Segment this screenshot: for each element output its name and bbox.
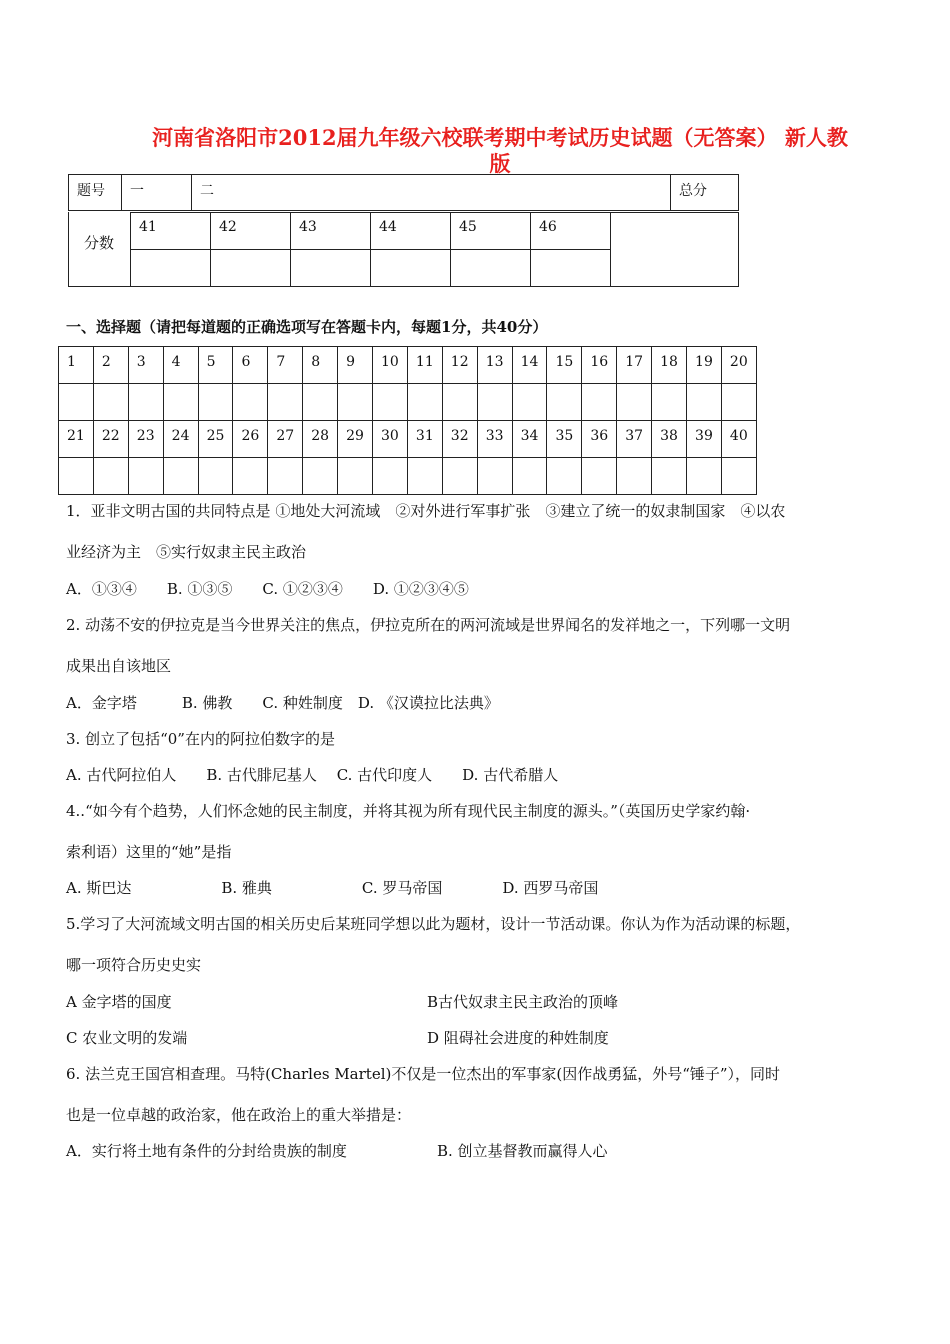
answer-number-cell: 16 xyxy=(582,347,617,384)
sub-number: 46 xyxy=(531,213,611,250)
answer-number-cell: 34 xyxy=(512,421,547,458)
answer-blank-cell[interactable] xyxy=(233,384,268,421)
answer-number-cell: 31 xyxy=(407,421,442,458)
answer-number-cell: 10 xyxy=(373,347,408,384)
answer-number-cell: 17 xyxy=(617,347,652,384)
score-cell[interactable] xyxy=(531,250,611,287)
answer-number-cell: 22 xyxy=(93,421,128,458)
answer-blank-cell[interactable] xyxy=(477,458,512,495)
answer-number-cell: 2 xyxy=(93,347,128,384)
question-5-option-d: D 阻碍社会进度的种姓制度 xyxy=(427,1029,609,1047)
page-title: 河南省洛阳市2012届九年级六校联考期中考试历史试题（无答案） 新人教 xyxy=(152,125,848,150)
answer-number-cell: 7 xyxy=(268,347,303,384)
section-heading: 一、选择题（请把每道题的正确选项写在答题卡内，每题1分，共40分） xyxy=(66,318,548,336)
answer-blank-cell[interactable] xyxy=(59,384,94,421)
score-cell[interactable] xyxy=(211,250,291,287)
answer-blank-cell[interactable] xyxy=(303,384,338,421)
sub-number: 43 xyxy=(291,213,371,250)
answer-blank-cell[interactable] xyxy=(163,384,198,421)
answer-blank-cell[interactable] xyxy=(268,384,303,421)
score-cell[interactable] xyxy=(451,250,531,287)
answer-number-cell: 15 xyxy=(547,347,582,384)
answer-blank-cell[interactable] xyxy=(687,458,722,495)
question-1-cont: 业经济为主 ⑤实行奴隶主民主政治 xyxy=(66,543,307,561)
answer-blank-cell[interactable] xyxy=(198,458,233,495)
answer-blank-cell[interactable] xyxy=(721,384,756,421)
answer-blank-cell[interactable] xyxy=(128,458,163,495)
answer-blank-cell[interactable] xyxy=(582,384,617,421)
answer-number-cell: 6 xyxy=(233,347,268,384)
answer-blank-cell[interactable] xyxy=(512,384,547,421)
answer-blank-cell[interactable] xyxy=(268,458,303,495)
answer-blank-cell[interactable] xyxy=(303,458,338,495)
answer-number-cell: 29 xyxy=(338,421,373,458)
answer-blank-cell[interactable] xyxy=(93,384,128,421)
answer-blank-cell[interactable] xyxy=(233,458,268,495)
question-6: 6. 法兰克王国宫相查理。马特(Charles Martel)不仅是一位杰出的军事家(因作战勇猛，外号“锤子”），同时 xyxy=(66,1065,781,1083)
score-cell[interactable] xyxy=(131,250,211,287)
question-4-options: A. 斯巴达 B. 雅典 C. 罗马帝国 D. 西罗马帝国 xyxy=(66,879,599,897)
answer-number-cell: 30 xyxy=(373,421,408,458)
answer-blank-cell[interactable] xyxy=(687,384,722,421)
score-cell[interactable] xyxy=(291,250,371,287)
question-3-options: A. 古代阿拉伯人 B. 古代腓尼基人 C. 古代印度人 D. 古代希腊人 xyxy=(66,766,559,784)
answer-blank-cell[interactable] xyxy=(547,384,582,421)
answer-number-cell: 33 xyxy=(477,421,512,458)
answer-number-cell: 11 xyxy=(407,347,442,384)
question-6-cont: 也是一位卓越的政治家，他在政治上的重大举措是： xyxy=(66,1106,412,1124)
question-6-option-b: B. 创立基督教而赢得人心 xyxy=(437,1142,608,1160)
question-1-options: A．①③④ B. ①③⑤ C. ①②③④ D. ①②③④⑤ xyxy=(66,580,469,598)
answer-blank-cell[interactable] xyxy=(59,458,94,495)
sub-number: 45 xyxy=(451,213,531,250)
header-question-number: 题号 xyxy=(69,175,122,211)
answer-number-row xyxy=(59,421,757,458)
answer-blank-cell[interactable] xyxy=(163,458,198,495)
answer-number-cell: 26 xyxy=(233,421,268,458)
answer-grid xyxy=(58,346,757,495)
answer-number-cell: 40 xyxy=(721,421,756,458)
answer-blank-cell[interactable] xyxy=(338,384,373,421)
answer-number-cell: 18 xyxy=(652,347,687,384)
answer-number-cell: 1 xyxy=(59,347,94,384)
answer-blank-cell[interactable] xyxy=(407,458,442,495)
answer-number-cell: 21 xyxy=(59,421,94,458)
answer-blank-cell[interactable] xyxy=(721,458,756,495)
answer-number-cell: 4 xyxy=(163,347,198,384)
answer-number-cell: 38 xyxy=(652,421,687,458)
score-label: 分数 xyxy=(84,234,115,252)
answer-blank-row xyxy=(59,458,757,495)
answer-blank-cell[interactable] xyxy=(128,384,163,421)
question-5-option-a: A 金字塔的国度 xyxy=(66,993,172,1011)
answer-number-cell: 3 xyxy=(128,347,163,384)
score-cell[interactable] xyxy=(371,250,451,287)
answer-number-cell: 36 xyxy=(582,421,617,458)
answer-blank-row xyxy=(59,384,757,421)
answer-number-cell: 5 xyxy=(198,347,233,384)
answer-number-cell: 8 xyxy=(303,347,338,384)
answer-number-cell: 24 xyxy=(163,421,198,458)
answer-blank-cell[interactable] xyxy=(198,384,233,421)
answer-blank-cell[interactable] xyxy=(582,458,617,495)
score-table xyxy=(68,174,739,211)
question-2: 2. 动荡不安的伊拉克是当今世界关注的焦点，伊拉克所在的两河流域是世界闻名的发祥地之一，下列哪一文明 xyxy=(66,616,791,634)
answer-blank-cell[interactable] xyxy=(547,458,582,495)
answer-blank-cell[interactable] xyxy=(373,384,408,421)
sub-number: 42 xyxy=(211,213,291,250)
answer-blank-cell[interactable] xyxy=(442,384,477,421)
score-sub-table xyxy=(130,212,739,287)
answer-blank-cell[interactable] xyxy=(407,384,442,421)
question-5-option-c: C 农业文明的发端 xyxy=(66,1029,188,1047)
answer-blank-cell[interactable] xyxy=(93,458,128,495)
answer-number-cell: 39 xyxy=(687,421,722,458)
question-5-option-b: B古代奴隶主民主政治的顶峰 xyxy=(427,993,619,1011)
question-2-options: A．金字塔 B. 佛教 C. 种姓制度 D. 《汉谟拉比法典》 xyxy=(66,694,499,712)
header-part-two: 二 xyxy=(192,175,671,211)
answer-number-cell: 37 xyxy=(617,421,652,458)
header-part-one: 一 xyxy=(122,175,192,211)
header-total: 总分 xyxy=(671,175,739,211)
answer-blank-cell[interactable] xyxy=(617,384,652,421)
answer-number-cell: 23 xyxy=(128,421,163,458)
answer-number-row xyxy=(59,347,757,384)
answer-number-cell: 12 xyxy=(442,347,477,384)
question-3: 3. 创立了包括“0”在内的阿拉伯数字的是 xyxy=(66,730,335,748)
answer-blank-cell[interactable] xyxy=(338,458,373,495)
sub-number: 41 xyxy=(131,213,211,250)
sub-number: 44 xyxy=(371,213,451,250)
answer-blank-cell[interactable] xyxy=(477,384,512,421)
question-1: 1．亚非文明古国的共同特点是 ①地处大河流域 ②对外进行军事扩张 ③建立了统一的奴隶制国家 ④以农 xyxy=(66,502,786,520)
answer-number-cell: 9 xyxy=(338,347,373,384)
question-6-option-a: A．实行将土地有条件的分封给贵族的制度 xyxy=(66,1142,347,1160)
answer-number-cell: 14 xyxy=(512,347,547,384)
question-5-cont: 哪一项符合历史史实 xyxy=(66,956,202,974)
answer-blank-cell[interactable] xyxy=(652,384,687,421)
answer-number-cell: 27 xyxy=(268,421,303,458)
answer-number-cell: 35 xyxy=(547,421,582,458)
answer-blank-cell[interactable] xyxy=(442,458,477,495)
question-5: 5.学习了大河流域文明古国的相关历史后某班同学想以此为题材，设计一节活动课。你认为作为活动课的标题， xyxy=(66,915,801,933)
answer-blank-cell[interactable] xyxy=(373,458,408,495)
answer-blank-cell[interactable] xyxy=(652,458,687,495)
question-4-cont: 索利语）这里的“她”是指 xyxy=(66,843,232,861)
answer-number-cell: 28 xyxy=(303,421,338,458)
answer-blank-cell[interactable] xyxy=(512,458,547,495)
page-title-continued: 版 xyxy=(489,151,511,176)
total-score-cell[interactable] xyxy=(611,213,739,287)
question-2-cont: 成果出自该地区 xyxy=(66,657,172,675)
answer-blank-cell[interactable] xyxy=(617,458,652,495)
answer-number-cell: 25 xyxy=(198,421,233,458)
answer-number-cell: 32 xyxy=(442,421,477,458)
answer-number-cell: 20 xyxy=(721,347,756,384)
answer-number-cell: 19 xyxy=(687,347,722,384)
answer-number-cell: 13 xyxy=(477,347,512,384)
question-4: 4..“如今有个趋势，人们怀念她的民主制度，并将其视为所有现代民主制度的源头。”（英国历史学家约翰· xyxy=(66,802,751,820)
